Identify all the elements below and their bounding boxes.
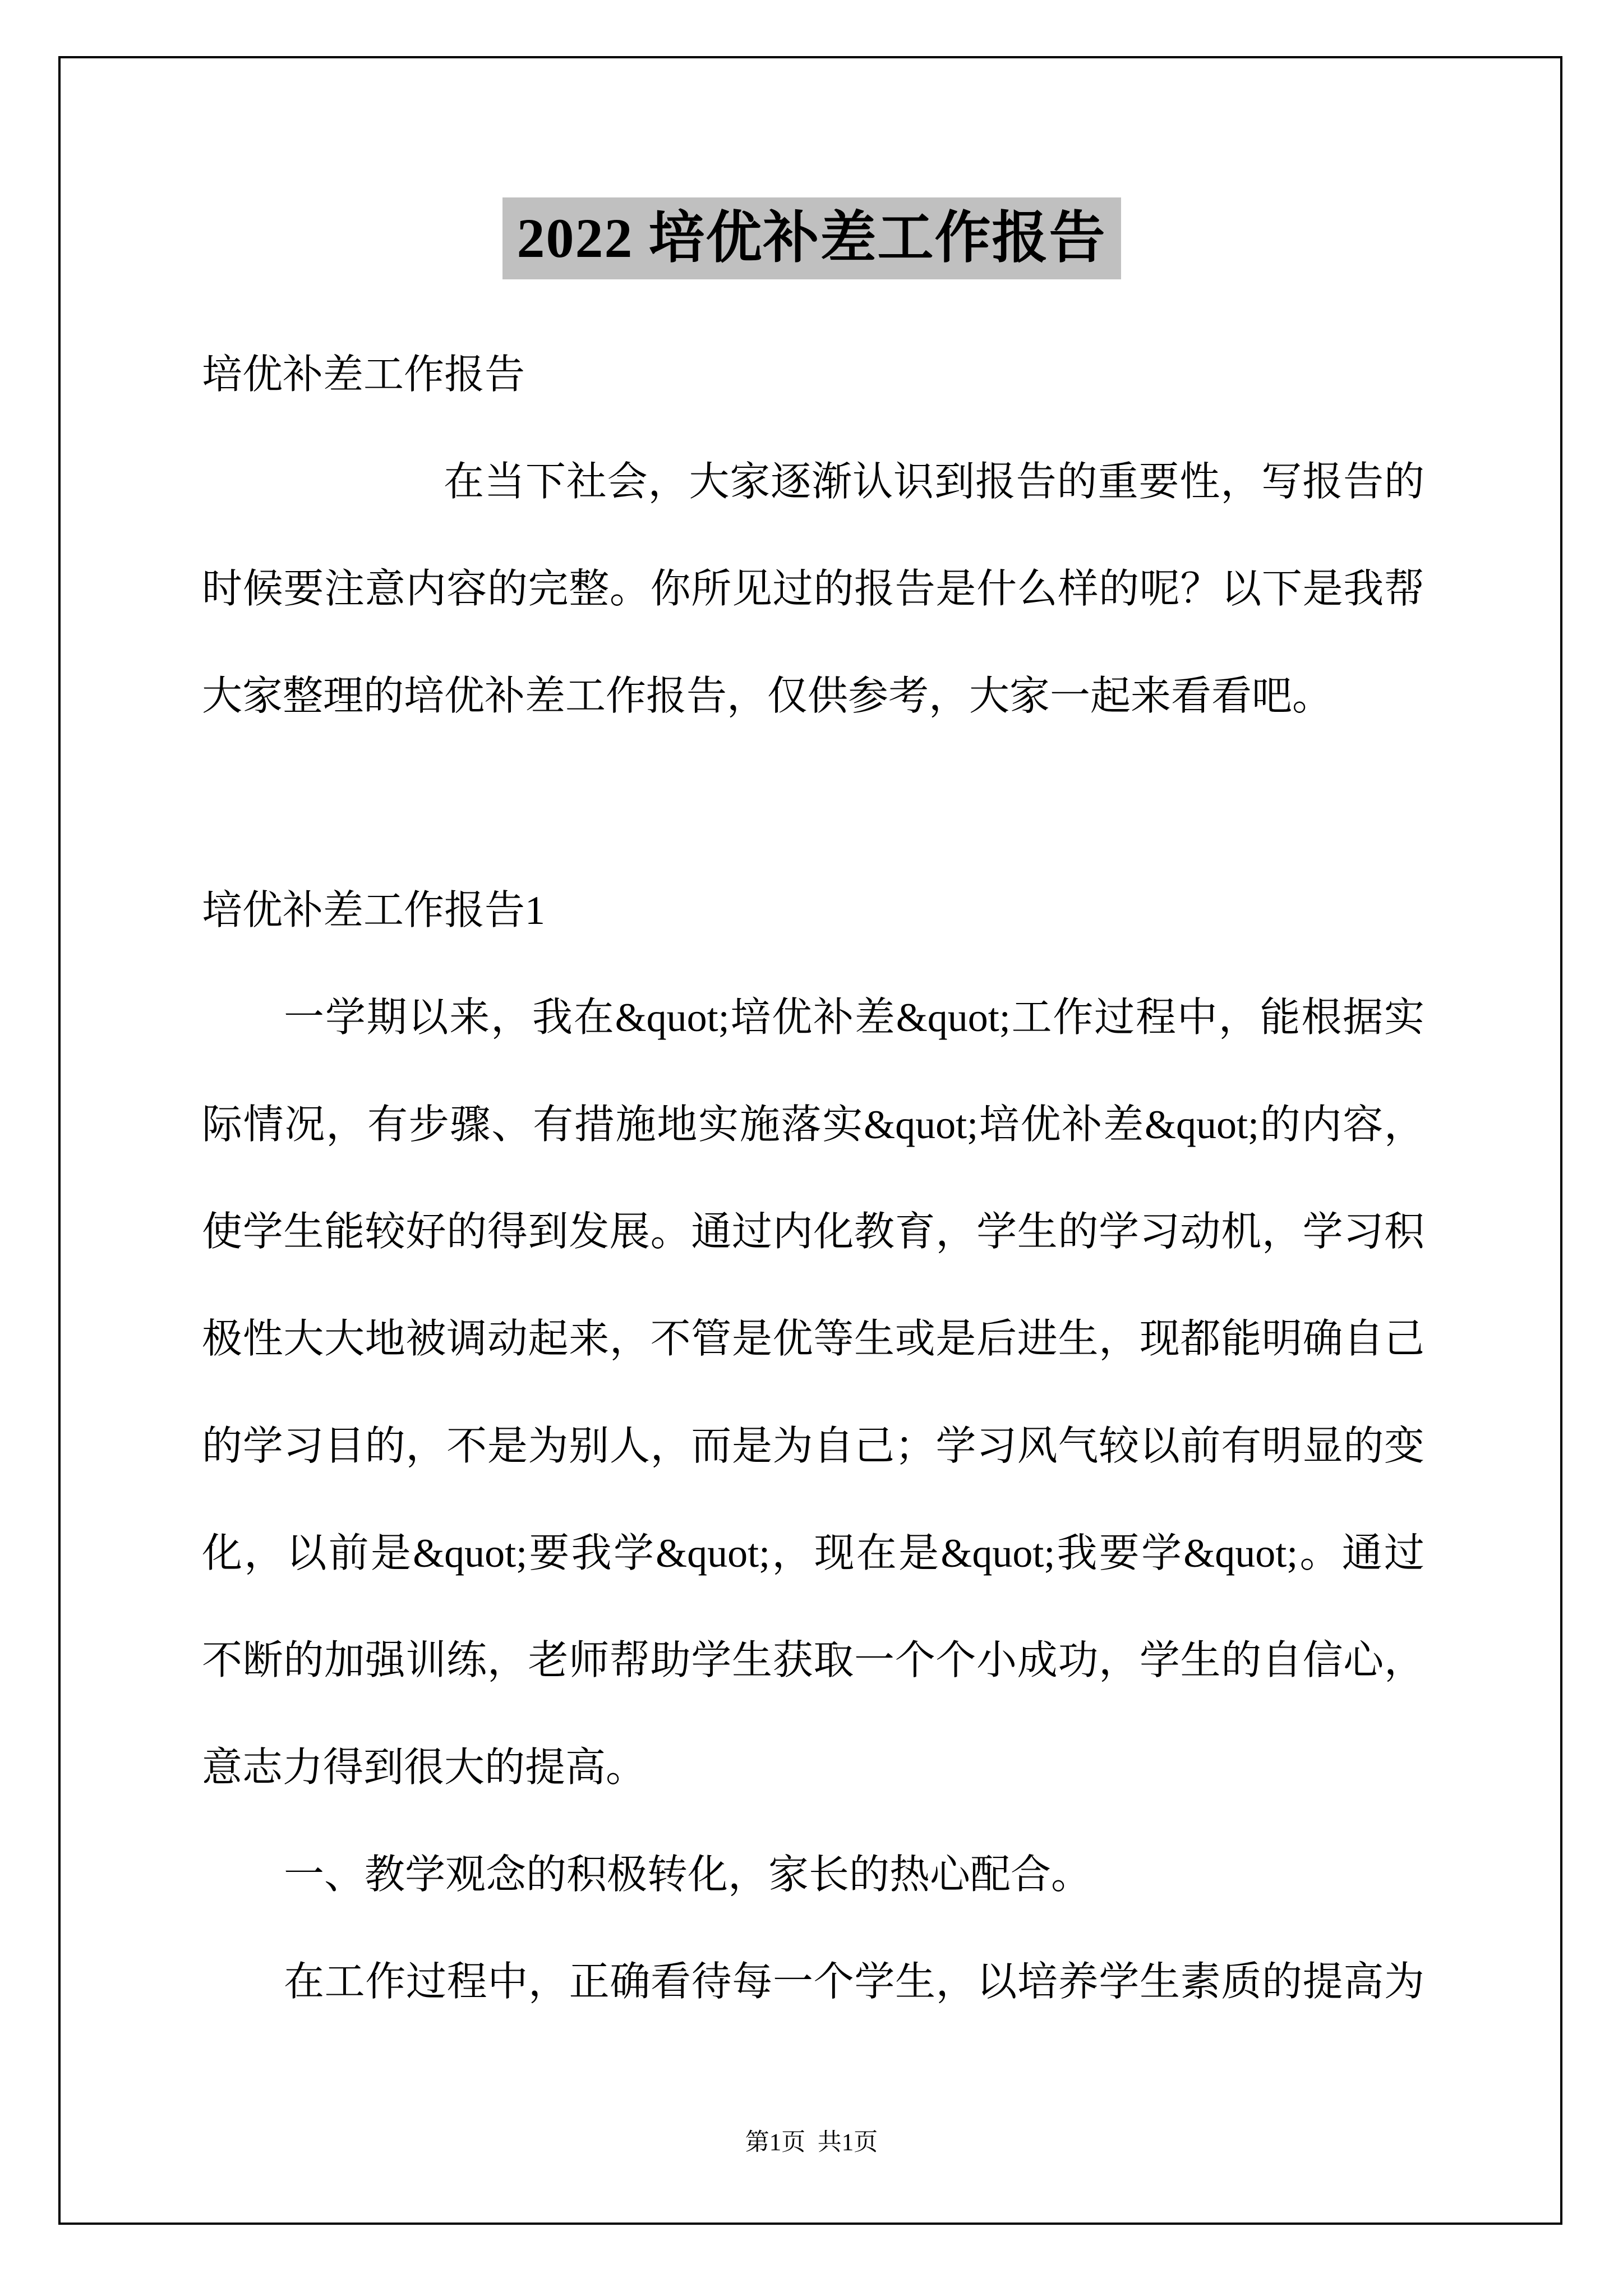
text-line: 一、教学观念的积极转化，家长的热心配合。	[284, 1852, 1092, 1897]
text-line: 使学生能较好的得到发展。通过内化教育，学生的学习动机，学习积	[202, 1209, 1424, 1254]
text-line: 时候要注意内容的完整。你所见过的报告是什么样的呢？以下是我帮	[202, 567, 1424, 611]
page-footer: 第1页 共1页	[745, 2129, 878, 2156]
page-title-highlight: 2022 培优补差工作报告	[502, 197, 1121, 279]
text-line: 一学期以来，我在&quot;培优补差&quot;工作过程中，能根据实	[284, 995, 1424, 1040]
text-line: 在工作过程中，正确看待每一个学生，以培养学生素质的提高为	[284, 1959, 1424, 2004]
text-line: 培优补差工作报告1	[202, 888, 546, 933]
text-line: 意志力得到很大的提高。	[202, 1745, 647, 1790]
text-line: 的学习目的，不是为别人，而是为自己；学习风气较以前有明显的变	[202, 1424, 1424, 1469]
blank-line	[202, 750, 1424, 857]
text-line: 大家整理的培优补差工作报告，仅供参考，大家一起来看看吧。	[202, 674, 1333, 719]
text-line: 培优补差工作报告	[202, 352, 525, 397]
text-line: 不断的加强训练，老师帮助学生获取一个个小成功，学生的自信心，	[202, 1638, 1424, 1683]
text-line: 际情况，有步骤、有措施地实施落实&quot;培优补差&quot;的内容，	[202, 1102, 1424, 1147]
text-line: 在当下社会，大家逐渐认识到报告的重要性，写报告的	[444, 459, 1424, 504]
text-line: 化，以前是&quot;要我学&quot;，现在是&quot;我要学&quot;。通过	[202, 1531, 1424, 1576]
text-line: 极性大大地被调动起来，不管是优等生或是后进生，现都能明确自己	[202, 1317, 1424, 1361]
document-body	[202, 321, 1424, 2036]
page-title	[0, 197, 1623, 279]
